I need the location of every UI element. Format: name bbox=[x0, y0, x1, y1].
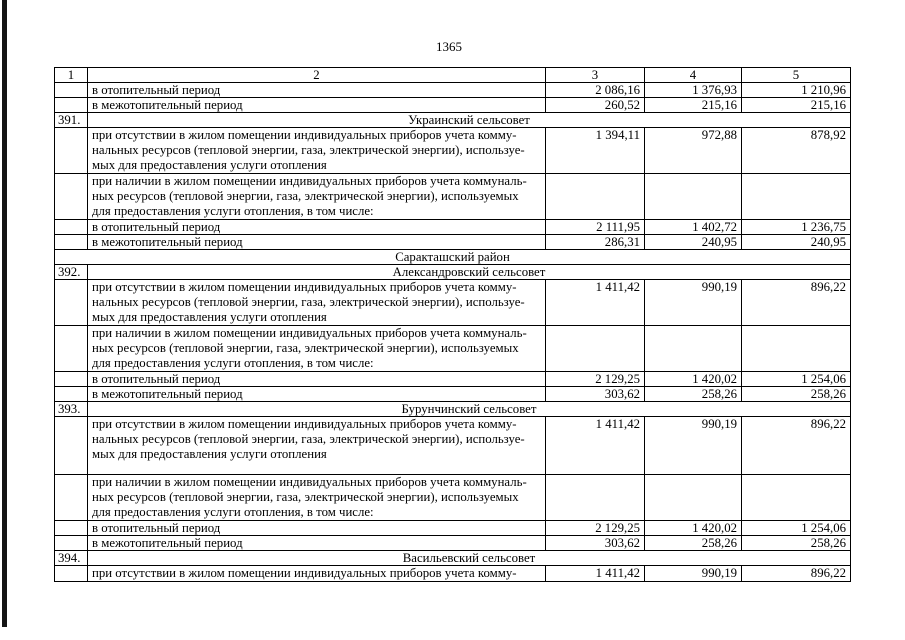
value-cell: 303,62 bbox=[546, 536, 645, 551]
description-line: ных ресурсов (тепловой энергии, газа, электрической энергии), используемых bbox=[92, 490, 519, 504]
description-line: мых для предоставления услуги отопления bbox=[92, 310, 327, 324]
empty-cell bbox=[55, 372, 88, 387]
value-cell: 990,19 bbox=[645, 566, 742, 582]
entry-number: 392. bbox=[55, 265, 88, 280]
value-cell: 1 236,75 bbox=[742, 220, 851, 235]
empty-cell bbox=[546, 326, 645, 372]
description-line: для предоставления услуги отопления, в том числе: bbox=[92, 204, 374, 218]
empty-cell bbox=[645, 326, 742, 372]
table-row bbox=[55, 417, 851, 475]
value-cell: 1 254,06 bbox=[742, 521, 851, 536]
empty-cell bbox=[55, 417, 88, 475]
value-cell: 215,16 bbox=[742, 98, 851, 113]
value-cell: 240,95 bbox=[645, 235, 742, 250]
empty-cell bbox=[55, 174, 88, 220]
table-row bbox=[55, 521, 851, 536]
value-cell: 1 420,02 bbox=[645, 521, 742, 536]
value-cell: 1 376,93 bbox=[645, 83, 742, 98]
value-cell: 1 254,06 bbox=[742, 372, 851, 387]
row-label: в отопительный период bbox=[88, 372, 546, 387]
empty-cell bbox=[742, 326, 851, 372]
description-line: при отсутствии в жилом помещении индивидуальных приборов учета комму- bbox=[92, 417, 517, 431]
council-name: Васильевский сельсовет bbox=[88, 551, 851, 566]
value-cell: 1 210,96 bbox=[742, 83, 851, 98]
value-cell: 896,22 bbox=[742, 417, 851, 475]
value-cell: 2 129,25 bbox=[546, 521, 645, 536]
value-cell: 1 411,42 bbox=[546, 417, 645, 475]
empty-cell bbox=[55, 566, 88, 582]
empty-cell bbox=[742, 174, 851, 220]
description-line: при отсутствии в жилом помещении индивидуальных приборов учета комму- bbox=[92, 128, 517, 142]
value-cell: 1 411,42 bbox=[546, 566, 645, 582]
header-col-2: 2 bbox=[88, 68, 546, 83]
empty-cell bbox=[55, 98, 88, 113]
description-line: нальных ресурсов (тепловой энергии, газа, электрической энергии), используе- bbox=[92, 295, 525, 309]
row-label: в отопительный период bbox=[88, 83, 546, 98]
value-cell: 990,19 bbox=[645, 280, 742, 326]
empty-cell bbox=[55, 387, 88, 402]
row-description bbox=[88, 174, 546, 220]
value-cell: 258,26 bbox=[645, 387, 742, 402]
table-row bbox=[55, 220, 851, 235]
table-row bbox=[55, 475, 851, 521]
value-cell: 1 420,02 bbox=[645, 372, 742, 387]
value-cell: 258,26 bbox=[742, 536, 851, 551]
description-line: для предоставления услуги отопления, в том числе: bbox=[92, 356, 374, 370]
empty-cell bbox=[546, 174, 645, 220]
header-col-1: 1 bbox=[55, 68, 88, 83]
scan-edge-shadow bbox=[2, 0, 7, 627]
council-name: Александровский сельсовет bbox=[88, 265, 851, 280]
empty-cell bbox=[742, 475, 851, 521]
value-cell: 1 411,42 bbox=[546, 280, 645, 326]
description-line: мых для предоставления услуги отопления bbox=[92, 158, 327, 172]
empty-cell bbox=[55, 83, 88, 98]
entry-number: 393. bbox=[55, 402, 88, 417]
entry-number: 391. bbox=[55, 113, 88, 128]
value-cell: 2 111,95 bbox=[546, 220, 645, 235]
empty-cell bbox=[55, 128, 88, 174]
empty-cell bbox=[55, 536, 88, 551]
page-number: 1365 bbox=[436, 39, 462, 54]
table-row bbox=[55, 98, 851, 113]
row-description bbox=[88, 280, 546, 326]
description-line: при отсутствии в жилом помещении индивидуальных приборов учета комму- bbox=[92, 566, 517, 580]
district-name: Саракташский район bbox=[55, 250, 851, 265]
value-cell: 2 086,16 bbox=[546, 83, 645, 98]
description-line: нальных ресурсов (тепловой энергии, газа, электрической энергии), используе- bbox=[92, 432, 525, 446]
row-label: в отопительный период bbox=[88, 220, 546, 235]
empty-cell bbox=[55, 521, 88, 536]
row-label: в межотопительный период bbox=[88, 235, 546, 250]
row-label: в межотопительный период bbox=[88, 98, 546, 113]
row-description bbox=[88, 475, 546, 521]
description-line: ных ресурсов (тепловой энергии, газа, электрической энергии), используемых bbox=[92, 341, 519, 355]
value-cell: 258,26 bbox=[742, 387, 851, 402]
description-line: нальных ресурсов (тепловой энергии, газа, электрической энергии), используе- bbox=[92, 143, 525, 157]
empty-cell bbox=[55, 235, 88, 250]
row-label: в отопительный период bbox=[88, 521, 546, 536]
council-name: Бурунчинский сельсовет bbox=[88, 402, 851, 417]
tariff-table bbox=[54, 67, 851, 582]
empty-cell bbox=[645, 174, 742, 220]
description-line: мых для предоставления услуги отопления bbox=[92, 447, 327, 461]
table-row bbox=[55, 387, 851, 402]
empty-cell bbox=[55, 280, 88, 326]
description-line: при наличии в жилом помещении индивидуальных приборов учета коммуналь- bbox=[92, 326, 527, 340]
table-row bbox=[55, 128, 851, 174]
table-row bbox=[55, 280, 851, 326]
description-line: ных ресурсов (тепловой энергии, газа, электрической энергии), используемых bbox=[92, 189, 519, 203]
council-name: Украинский сельсовет bbox=[88, 113, 851, 128]
description-line: при отсутствии в жилом помещении индивидуальных приборов учета комму- bbox=[92, 280, 517, 294]
empty-cell bbox=[546, 475, 645, 521]
value-cell: 303,62 bbox=[546, 387, 645, 402]
value-cell: 972,88 bbox=[645, 128, 742, 174]
table-row bbox=[55, 372, 851, 387]
empty-cell bbox=[55, 220, 88, 235]
council-row bbox=[55, 551, 851, 566]
value-cell: 260,52 bbox=[546, 98, 645, 113]
value-cell: 1 394,11 bbox=[546, 128, 645, 174]
value-cell: 896,22 bbox=[742, 280, 851, 326]
row-description bbox=[88, 128, 546, 174]
header-col-3: 3 bbox=[546, 68, 645, 83]
value-cell: 258,26 bbox=[645, 536, 742, 551]
row-label: в межотопительный период bbox=[88, 536, 546, 551]
row-label: в межотопительный период bbox=[88, 387, 546, 402]
row-description bbox=[88, 326, 546, 372]
table-row bbox=[55, 566, 851, 582]
description-line: для предоставления услуги отопления, в том числе: bbox=[92, 505, 374, 519]
table-header-row bbox=[55, 68, 851, 83]
value-cell: 1 402,72 bbox=[645, 220, 742, 235]
value-cell: 990,19 bbox=[645, 417, 742, 475]
header-col-4: 4 bbox=[645, 68, 742, 83]
empty-cell bbox=[645, 475, 742, 521]
value-cell: 240,95 bbox=[742, 235, 851, 250]
council-row bbox=[55, 113, 851, 128]
table-row bbox=[55, 83, 851, 98]
table-row bbox=[55, 174, 851, 220]
council-row bbox=[55, 402, 851, 417]
row-description bbox=[88, 417, 546, 475]
value-cell: 878,92 bbox=[742, 128, 851, 174]
empty-cell bbox=[55, 475, 88, 521]
council-row bbox=[55, 265, 851, 280]
value-cell: 215,16 bbox=[645, 98, 742, 113]
header-col-5: 5 bbox=[742, 68, 851, 83]
value-cell: 896,22 bbox=[742, 566, 851, 582]
entry-number: 394. bbox=[55, 551, 88, 566]
description-line: при наличии в жилом помещении индивидуальных приборов учета коммуналь- bbox=[92, 174, 527, 188]
description-line: при наличии в жилом помещении индивидуальных приборов учета коммуналь- bbox=[92, 475, 527, 489]
empty-cell bbox=[55, 326, 88, 372]
value-cell: 286,31 bbox=[546, 235, 645, 250]
value-cell: 2 129,25 bbox=[546, 372, 645, 387]
table-row bbox=[55, 235, 851, 250]
table-row bbox=[55, 536, 851, 551]
row-description bbox=[88, 566, 546, 582]
table-row bbox=[55, 326, 851, 372]
district-row bbox=[55, 250, 851, 265]
